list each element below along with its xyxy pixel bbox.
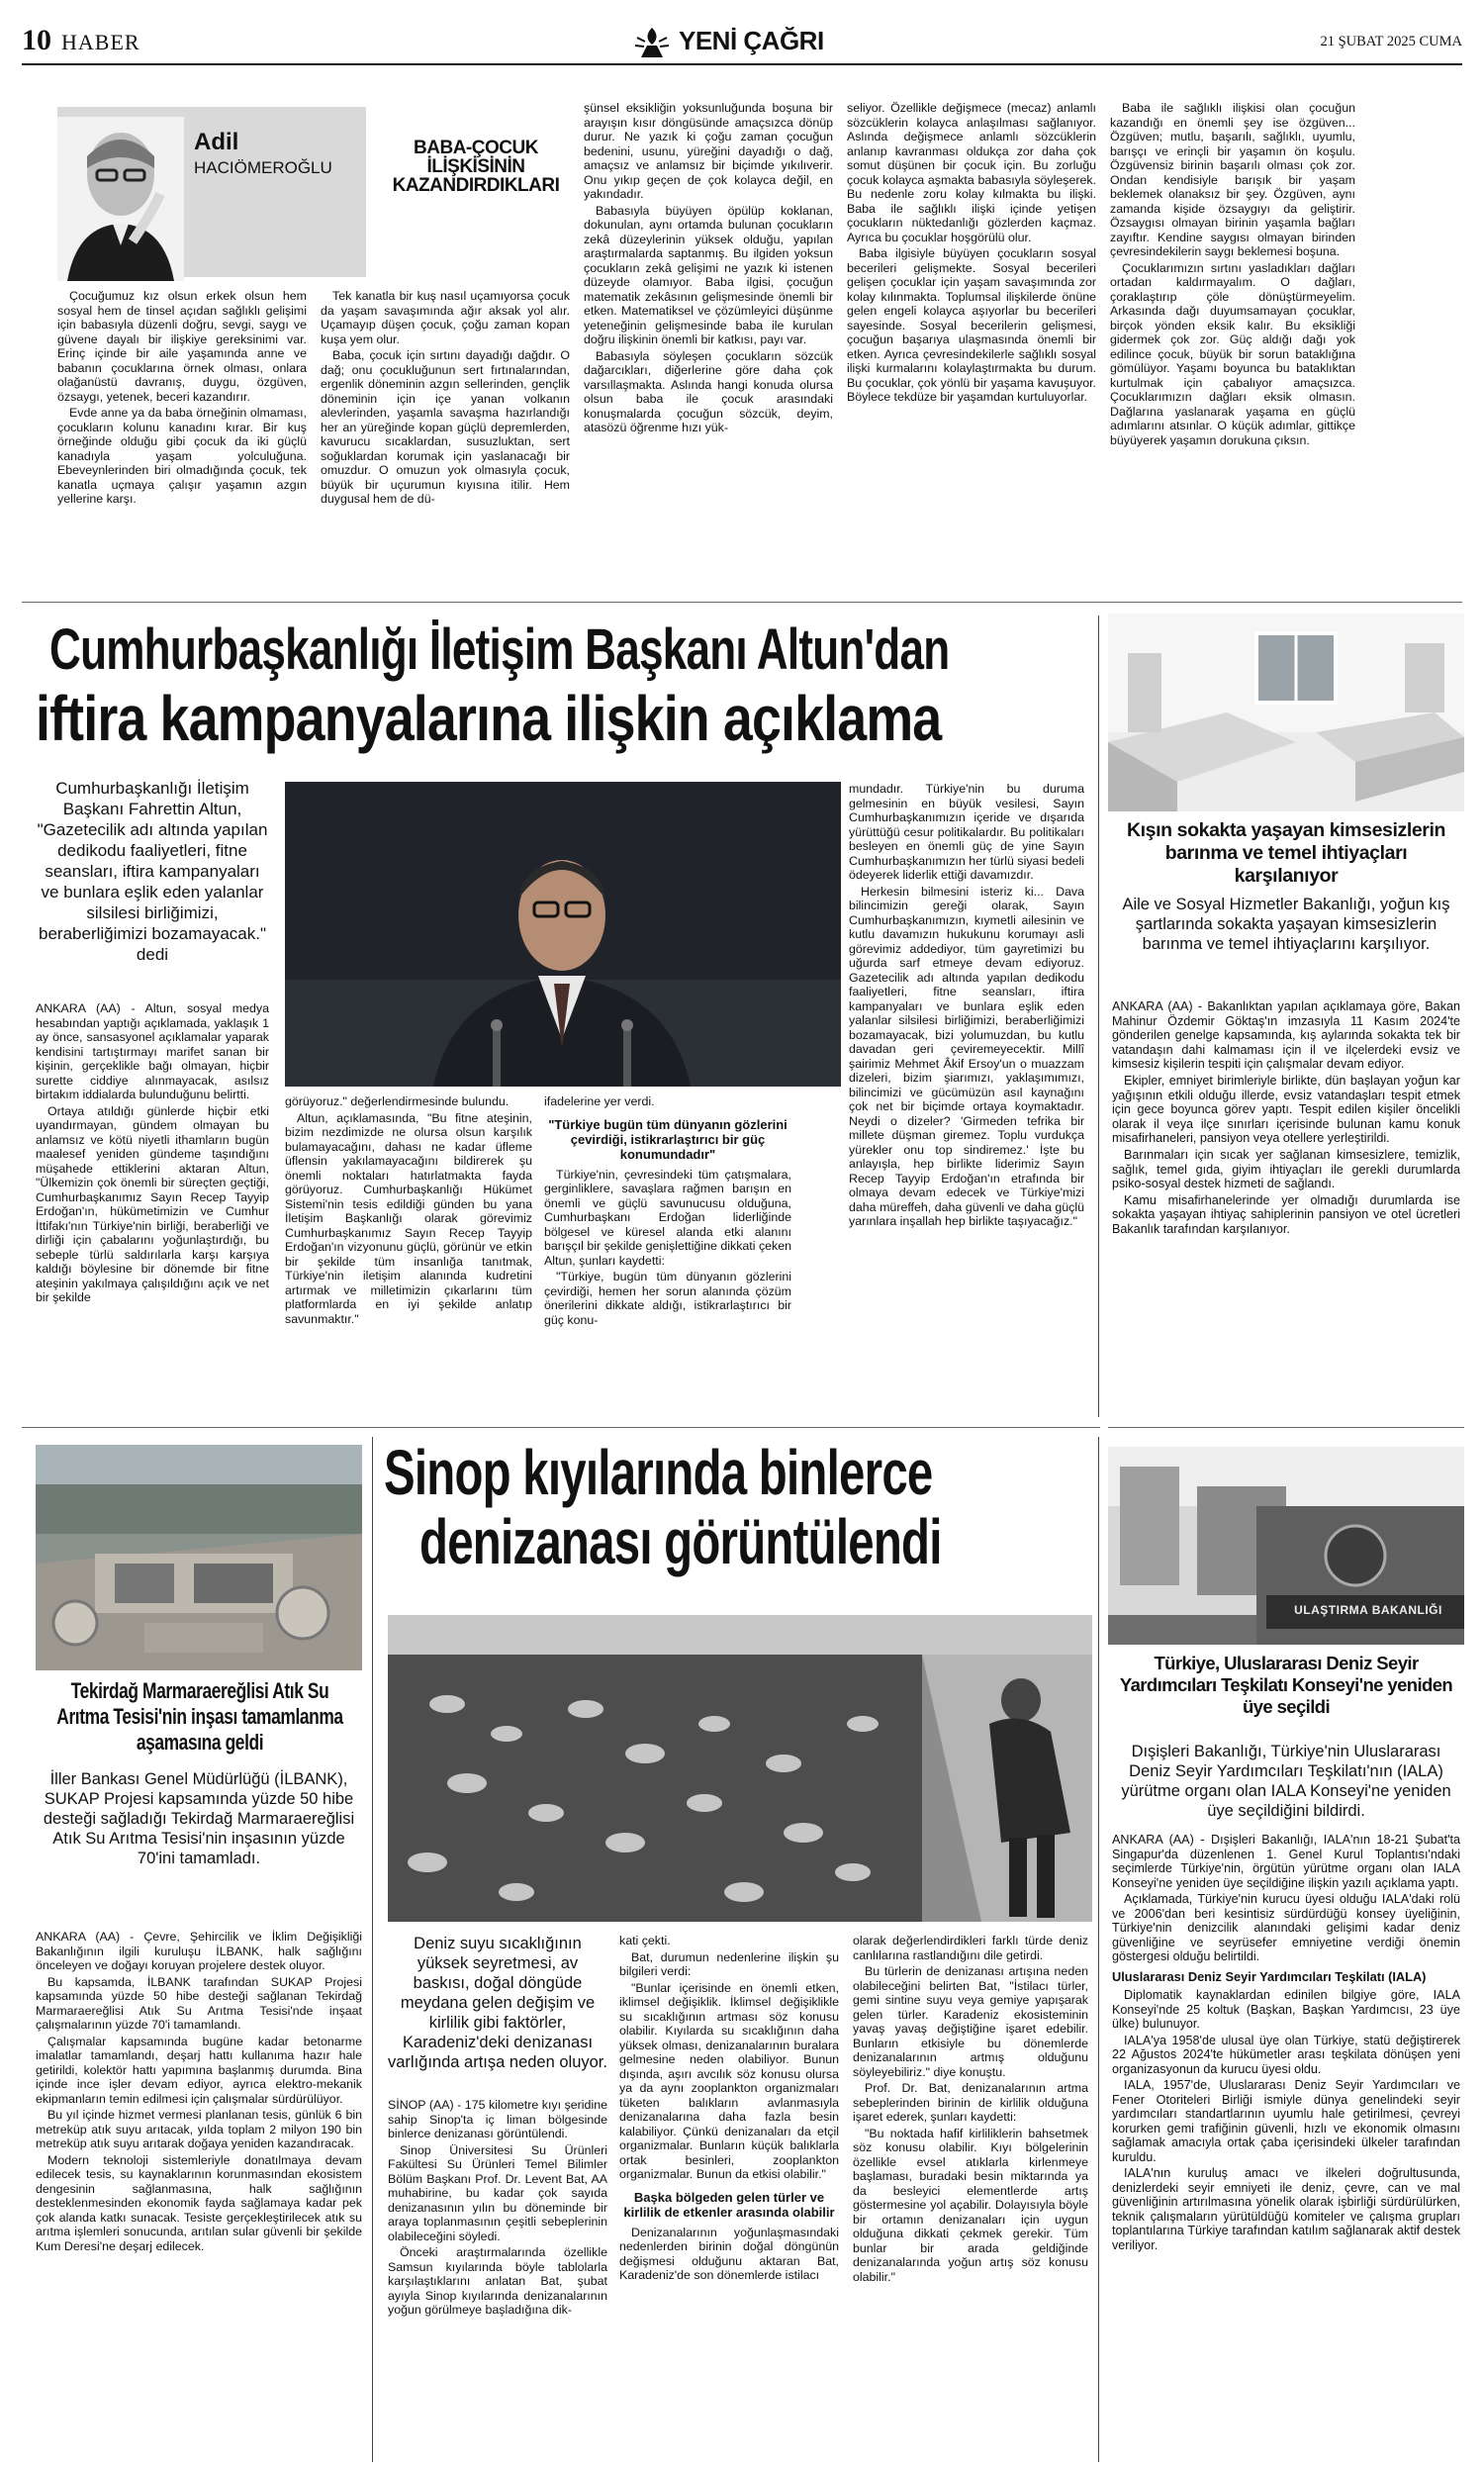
paragraph: Bu türlerin de denizanası artışına neden olabileceğini belirten Bat, "İstilacı türler, gemi sintine suyu veya gemiye yapışarak gelen türler. Karadeniz ekosisteminin yavaş yavaş değiştiğine işaret edebilir. Bunların etkisiyle bu dönemlerde denizanalarının artmış olduğunu söyleyebiliriz." diye konuştu. xyxy=(853,1964,1088,2079)
paragraph: Evde anne ya da baba örneğinin olmaması, çocukların kolunu kanadını kırar. Bir kuş örneğinde olduğu gibi çocuk da iki güçlü kanadıyla yaşam yolculuğuna. Ebeveynlerinden biri olmadığında çocuk, tek kanatla uçmaya çalışır yaşamın azgın yellerine karşı. xyxy=(57,406,307,506)
paragraph: Bat, durumun nedenlerine ilişkin şu bilgileri verdi: xyxy=(619,1949,839,1978)
tekirdag-lead: İller Bankası Genel Müdürlüğü (İLBANK), SUKAP Projesi kapsamında yüzde 50 hibe desteği sağladığı Tekirdağ Marmaraereğlisi Atık Su Arıtma Tesisi'nin inşasının yüzde 70'ini tamamladı. xyxy=(43,1770,355,1867)
column-text-col4 xyxy=(847,101,1096,590)
column-text-col5 xyxy=(1110,101,1355,590)
sinop-text-col3 xyxy=(853,1934,1088,2464)
section-label: HABER xyxy=(61,30,140,54)
sinop-lead: Deniz suyu sıcaklığının yüksek seyretmesi, av baskısı, doğal döngüde meydana gelen değişim ve kirlilik gibi faktörler, Karadeniz'deki denizanası varlığında artışa neden oluyor. xyxy=(388,1935,607,2071)
paragraph: IALA'ya 1958'de ulusal üye olan Türkiye, statü değiştirerek 22 Ağustos 2024'te hükümetler arası teşkilata dönüşen yeni organizasyonun da kurucu üyesi oldu. xyxy=(1112,2033,1460,2076)
paragraph: Prof. Dr. Bat, denizanalarının artma sebeplerinden birinin de kirlilik olduğuna işaret ederek, şunları kaydetti: xyxy=(853,2081,1088,2124)
paragraph: SİNOP (AA) - 175 kilometre kıyı şeridine sahip Sinop'ta iç liman bölgesinde binlerce denizanası görüntülendi. xyxy=(388,2098,607,2140)
paragraph: IALA'nın kuruluş amacı ve ilkeleri doğrultusunda, denizlerdeki seyir emniyeti ile deniz, çevre, can ve mal güvenliğinin artırılmasına yönelik olarak işbirliği sürdürülürken, teknik çalışmaların yürütüldüğü komiteler ve çalışma grupları toplantılarına Türkiye tarafından katılım sağlanarak aktif destek veriliyor. xyxy=(1112,2166,1460,2252)
paragraph: mundadır. Türkiye'nin bu duruma gelmesinin en büyük vesilesi, Sayın Cumhurbaşkanımızın içeride ve dışarıda yürüttüğü cesur politikalardır. Bu politikaları besleyen en önemli güç de yine Sayın Cumhurbaşkanımızın her türlü siyasi bedeli ödeyerek liderlik ettiği davamızdır. xyxy=(849,782,1084,882)
masthead-title: YENİ ÇAĞRI xyxy=(679,26,824,55)
paragraph: Herkesin bilmesini isteriz ki... Dava bilincimizin gereği olarak, Sayın Cumhurbaşkanımızın, kıymetli ailesinin ve kutlu davamızın hukukunu korumayı asli görevimiz addediyor, tüm gayretimizi bu uğurda sarf etmeye devam ediyoruz. Gazetecilik adı altında yapılan dedikodu faaliyetleri, fitne seansları, iftira kampanyaları ve bunlara eşlik eden yalanlar silsilesi birliğimizi, beraberliğimizi bozamayacak, bizi yolumuzdan, bu kutlu davadan geri çeviremeyecektir. Millî şairimiz Mehmet Âkif Ersoy'un o muazzam dizeleri, bizim şiarımızı, yaklaşımımızı, bilincimizi ve gücümüzün asıl kaynağını çok net bir biçimde ortaya koymaktadır. Neydi o dizeler? 'Girmeden tefrika bir millete düşman giremez. Toplu vurdukça yürekler onu top sindiremez.' İşte bu anlayışla, hep birlikte liderimiz Sayın Recep Tayyip Erdoğan'ın etrafında bir olmaya devam edecek ve Türkiye'mizi daha müreffeh, daha güvenli ve daha güçlü yarınlara inşallah hep birlikte taşıyacağız." xyxy=(849,884,1084,1228)
paragraph: Çocuğumuz kız olsun erkek olsun hem sosyal hem de tinsel açıdan sağlıklı gelişimi için babasıyla düzenli doğru, sevgi, saygı ve güvene dayalı bir ilişkiye gereksinimi var. Erinç içinde bir aile yaşamında anne ve babanın çocuklarına örnek olması, onlara olağanüstü davranış, duygu, özgüven, özsaygı, yetenek, beceri kazandırır. xyxy=(57,289,307,404)
torch-icon xyxy=(629,24,675,59)
altun-headline-line2: iftira kampanyalarına ilişkin açıklama xyxy=(36,683,942,754)
column-title-line3: KAZANDIRDIKLARI xyxy=(392,175,560,196)
paragraph: kati çekti. xyxy=(619,1934,671,1947)
paragraph: ANKARA (AA) - Dışişleri Bakanlığı, IALA'nın 18-21 Şubat'ta Singapur'da düzenlenen 1. Genel Kurul Toplantısı'ndaki seçimlerde Türkiye'nin, örgütün yürütme organı olan IALA Konseyi'ne yeniden üye seçildiğine ilişkin yazılı açıklama yaptı. xyxy=(1112,1833,1460,1890)
column-divider xyxy=(1098,1437,1099,2462)
paragraph: ANKARA (AA) - Çevre, Şehircilik ve İklim Değişikliği Bakanlığının ilgili kuruluşu İLBANK, halk sağlığını önceleyen ve doğayı koruyan projelere destek oluyor. xyxy=(36,1930,362,1972)
iala-headline: Türkiye, Uluslararası Deniz Seyir Yardımcıları Teşkilatı Konseyi'ne yeniden üye seçildi xyxy=(1119,1653,1453,1717)
paragraph: "Türkiye, bugün tüm dünyanın gözlerini çevirdiği, hemen her sorun alanında çözüm önerilerini dikkate aldığı, istikrarlaştırıcı bir güç konu- xyxy=(544,1270,791,1327)
column-text-col3 xyxy=(584,101,833,590)
paragraph: IALA, 1957'de, Uluslararası Deniz Seyir Yardımcıları ve Fener Otoriteleri Birliği ismiyle dünya genelindeki seyir yardımcıları standartlarının uyumlu hale getirilmesi, çevreyi korurken gemi trafiğinin güvenli, hızlı ve ekonomik olmasını sağlamak amacıyla ortak çaba içerisindeki ülkeler tarafından kuruldu. xyxy=(1112,2078,1460,2164)
paragraph: olarak değerlendirdikleri farklı türde deniz canlılarına rastlandığını dile getirdi. xyxy=(853,1934,1088,1962)
paragraph: "Bu noktada hafif kirliliklerin bahsetmek söz konusu olabilir. Kıyı bölgelerinin özellikle evsel atıklarla kirlenmeye başlaması, buradaki besin miktarında ya da besleyici elementlerde artış göstermesine yol açabilir. Dolayısıyla böyle bir ortamın denizanaları için uygun olduğuna dikkati çekmek gerekir. Tüm bunlar bir arada geldiğinde denizanalarında yoğun artış söz konusu olabilir." xyxy=(853,2126,1088,2284)
paragraph: Türkiye'nin, çevresindeki tüm çatışmalara, gerginliklere, savaşlara rağmen barışın en önemli ve güçlü savunucusu olduğuna, Cumhurbaşkanı Erdoğan liderliğinde bölgesel ve küresel alanda etki alanını barışçıl bir şekilde genişlettiğine dikkati çeken Altun, şunları kaydetti: xyxy=(544,1167,791,1268)
sinop-subhead: Başka bölgeden gelen türler ve kirlilik de etkenler arasında olabilir xyxy=(623,2189,835,2220)
masthead-logo xyxy=(629,24,857,59)
paragraph: Çocuklarımızın sırtını yasladıkları dağları ortadan kaldırmayalım. O dağları, çoraklaştırıp çöle dönüştürmeyelim. Arkasında dağı duyumsamayan çocuklar, birçok yönden eksik kalır. Bu eksikliği gidermek çok zor. Güç aldığı dağı yok edilince çocuk, büyük bir sorun bataklığına gömülüyor. Yaşamı boyunca bu bataklıktan kurtulmak için çabalıyor amaçsızca. Çocuklarımızın dağları eksik olmasın. Dağlarına yaslanarak yaşama en güçlü adımlarını atsınlar. O küçük adımlar, gittikçe büyüyerek yaşamın dorukuna çıksın. xyxy=(1110,260,1355,447)
shelter-body xyxy=(1112,999,1460,1415)
paragraph: Sinop Üniversitesi Su Ürünleri Fakültesi Su Ürünleri Temel Bilimler Bölüm Başkanı Prof. Dr. Levent Bat, AA muhabirine, bu kadar çok sayıda denizanasının yılın bu döneminde bir araya toplanmasının çeşitli sebeplerinin olabileceğini söyledi. xyxy=(388,2142,607,2243)
author-photo xyxy=(57,117,184,281)
altun-text-col2 xyxy=(285,1094,532,1417)
sinop-text-col2 xyxy=(619,1934,839,2464)
paragraph: seliyor. Özellikle değişmece (mecaz) anlamlı sözcüklerin kolayca anlaşılması sağlanıyor. Aslında değişmece anlamlı sözcüklerin anlanıp kavranması oldukça zor daha çok somut düşünen bir çocuk için. Bu zorluğu çocuk kolayca aşmakta babasıyla söyleşerek. Bu nedenle zoru kolay kılmakta bu ilişki. Baba ile sağlıklı ilişki içinde yetişen çocukların nüktedanlığı gözlerden kaçmaz. Ayrıca bu çocuklar hoşgörülü olur. xyxy=(847,101,1096,244)
altun-text-col1 xyxy=(36,1001,269,1417)
paragraph: Çalışmalar kapsamında bugüne kadar betonarme imalatlar tamamlandı, deşarj hattı kullanıma hazır hale getirildi, kolektör hattı yapımına başlanmış durumda. Bina içinde ince işler devam ediyor, ayrıca elektro-mekanik ekipmanların temin edilmesi için çalışmalar sürdürülüyor. xyxy=(36,2034,362,2106)
altun-text-col3 xyxy=(544,1094,791,1417)
column-divider xyxy=(372,1437,373,2462)
paragraph: Ekipler, emniyet birimleriyle birlikte, dün başlayan yoğun kar yağışının etkili olduğu illerde, evsiz vatandaşları tespit etmek için gece boyunca görev yaptı. Tespit edilen kişiler öncelikli olarak il veya ilçe sınırları içerisinde bulunan kamu konuk misafirhaneleri, pansiyon veya otellere yerleştirildi. xyxy=(1112,1073,1460,1146)
paragraph: Tek kanatla bir kuş nasıl uçamıyorsa çocuk da yaşam savaşımında ağır aksak yol alır. Uçamayıp düşen çocuk, çoğu zaman kopan kuşa yem olur. xyxy=(321,289,570,346)
sinop-headline-line2: denizanası görüntülendi xyxy=(419,1506,942,1577)
altun-headline-line1: Cumhurbaşkanlığı İletişim Başkanı Altun'dan xyxy=(49,617,950,682)
paragraph: ifadelerine yer verdi. xyxy=(544,1094,655,1108)
tekirdag-body xyxy=(36,1930,362,2464)
paragraph: Denizanalarının yoğunlaşmasındaki nedenlerden birinin doğal döngünün değişmesi olduğunu aktaran Bat, Karadeniz'de son dönemlerde istilacı xyxy=(619,2225,839,2282)
altun-lead: Cumhurbaşkanlığı İletişim Başkanı Fahrettin Altun, "Gazetecilik adı altında yapılan dedikodu faaliyetleri, fitne seansları, iftira kampanyaları ve bunlara eşlik eden yalanlar silsilesi birliğimizi, beraberliğimizi bozamayacak." dedi xyxy=(37,779,268,964)
column-text-col2 xyxy=(321,289,570,590)
altun-photo xyxy=(285,782,841,1087)
page-number: 10 xyxy=(22,24,51,56)
iala-photo-sign: ULAŞTIRMA BAKANLIĞI xyxy=(1294,1603,1442,1617)
column-title-line2: İLİŞKİSİNİN xyxy=(426,156,525,177)
header-rule xyxy=(22,63,1462,65)
paragraph: Modern teknoloji sistemleriyle donatılmaya devam edilecek tesis, su kaynaklarının korunmasından ekosistem dengesinin sağlanmasına, halk sağlığının desteklenmesinden ekonomik fayda sağlamaya kadar pek çok alanda katkı sunacak. Tesiste gerçekleştirilecek atık su arıtma işlemleri sonucunda, arıtılan sular güvenli bir şekilde Kum Deresi'ne deşarj edilecek. xyxy=(36,2152,362,2253)
shelter-lead: Aile ve Sosyal Hizmetler Bakanlığı, yoğun kış şartlarında sokakta yaşayan kimsesizlerin barınma ve temel ihtiyaçlarını karşılıyor. xyxy=(1122,896,1450,953)
sinop-photo xyxy=(388,1615,1092,1922)
column-title-line1: BABA-ÇOCUK xyxy=(414,138,538,158)
paragraph: Diplomatik kaynaklardan edinilen bilgiye göre, IALA Konseyi'nde 25 koltuk (Başkan, Başkan Yardımcısı, 23 üye ülke) bulunuyor. xyxy=(1112,1988,1460,2031)
column-text-col1 xyxy=(57,289,307,590)
sinop-headline-line1: Sinop kıyılarında binlerce xyxy=(384,1437,933,1508)
paragraph: Barınmaları için sıcak yer sağlanan kimsesizlere, temizlik, sağlık, temel gıda, giyim ihtiyaçları ile gerekli durumlarda psiko-sosyal destek hizmeti de sağlandı. xyxy=(1112,1147,1460,1191)
paragraph: Kamu misafirhanelerinde yer olmadığı durumlarda ise sokakta yaşayan ihtiyaç sahiplerinin pansiyon ve otel ücretleri Bakanlık tarafından karşılanıyor. xyxy=(1112,1192,1460,1236)
iala-subhead: Uluslararası Deniz Seyir Yardımcıları Teşkilatı (IALA) xyxy=(1112,1968,1427,1984)
paragraph: Baba ilgisiyle büyüyen çocukların sosyal becerileri gelişmekte. Sosyal becerileri gelişen çocuklar için yaşam savaşımında zor kolay kılınmakta. Toplumsal ilişkilerde önüne gelen engeli kolayca aşıyorlar bu becerileri sayesinde. Sosyal becerilerin gelişmesi, çocuğun başarıya ulaşmasında önemli bir etken. Ayrıca çevresindekilerle sağlıklı sosyal ilişki kurmalarını kolaylaştırmakta bu durum. Bu çocuklar, çok yönlü bir yaşama kavuşuyor. Böylece tekdüze bir yaşamdan kurtuluyorlar. xyxy=(847,246,1096,404)
paragraph: Baba, çocuk için sırtını dayadığı dağdır. O dağ; onu çocukluğunun sert fırtınalarından, ergenlik döneminin azgın sellerinden, gençlik döneminin için içe yanan volkanın alevlerinden, yaşamla savaşma hazırlandığı her an yüreğinde kopan güçlü depremlerden, kavurucu sıcaklardan, susuzluktan, sert soğuklardan korumak için yaslanacağı bir omuzdur. O omuzun yok olmasıyla çocuk, büyük bir uçurumun kıyısına itilir. Hem duygusal hem de dü- xyxy=(321,348,570,506)
paragraph: Altun, açıklamasında, "Bu fitne ateşinin, bizim nezdimizde ne olursa olsun karşılık bulamayacağını, dahası ne kadar üfleme üflensin yakılamayacağını bildirerek şu önemli noktaları hatırlatmakta fayda görüyoruz. Cumhurbaşkanlığı Hükümet Sistemi'nin tesis edildiği günden bu yana İletişim Başkanlığı olarak görevimiz Cumhurbaşkanımız Sayın Recep Tayyip Erdoğan'ın vizyonunu güçlü, görünür ve etkin bir şekilde tüm insanlığa tanıtmak, Türkiye'nin iletişim alanında kudretini artırmak ve milletimizin çıkarlarını tüm platformlarda en iyi şekilde anlatıp savunmaktır." xyxy=(285,1110,532,1326)
iala-photo xyxy=(1108,1447,1464,1645)
paragraph: Bu yıl içinde hizmet vermesi planlanan tesis, günlük 6 bin metreküp atık suyu arıtacak, yılda toplam 2 milyon 190 bin metreküp atık suyu arıtarak doğaya yeniden kazandıracak. xyxy=(36,2108,362,2150)
paragraph: Ortaya atıldığı günlerde hiçbir etki uyandırmayan, gündem olmayan bu anlamsız ve kötü niyetli ithamların bugün maalesef yeniden gündeme taşındığını müşahede ettiklerini aktaran Altun, "Ülkemizin çok önemli bir süreçten geçtiği, Cumhurbaşkanımız Sayın Recep Tayyip Erdoğan'ın, hükümetimizin ve Cumhur İttifakı'nın Türkiye'nin birliği, beraberliği ve dirliği için çabalarını yoğunlaştırdığı, bu sebeple türlü saldırılarla karşı karşıya kaldığı böylesine bir dönemde bir fitne ateşinin yakılmaya çalışıldığını açık ve net bir şekilde xyxy=(36,1103,269,1304)
author-last-name: HACIÖMEROĞLU xyxy=(194,158,332,177)
paragraph: görüyoruz." değerlendirmesinde bulundu. xyxy=(285,1094,510,1108)
column-divider xyxy=(1098,616,1099,1417)
author-first-name: Adil xyxy=(194,129,239,155)
column-title xyxy=(374,139,578,195)
section-rule xyxy=(1108,1427,1464,1428)
paragraph: şünsel eksikliğin yoksunluğunda boşuna bir arayışın kısır döngüsünde amaçsızca dönüp durur. Ne yazık ki çoğu zaman çocuğun bedenini, usunu, yüreğini dayadığı o dağ, amaçsız ve anlamsız bir biçimde yıkılıverir. Onu yıkıp geçen de çok kolayca değil, en yakındadır. xyxy=(584,101,833,201)
iala-body xyxy=(1112,1833,1460,2464)
page-date: 21 ŞUBAT 2025 CUMA xyxy=(1320,34,1462,49)
shelter-headline: Kışın sokakta yaşayan kimsesizlerin barınma ve temel ihtiyaçları karşılanıyor xyxy=(1126,819,1446,887)
paragraph: Önceki araştırmalarında özellikle Samsun kıyılarında böyle tablolarla karşılaştıklarını anlatan Bat, şubat ayıyla Sinop kıyılarında denizanalarının yoğun görülmeye başladığına dik- xyxy=(388,2245,607,2317)
iala-lead: Dışişleri Bakanlığı, Türkiye'nin Uluslararası Deniz Seyir Yardımcıları Teşkilatı'nın (IALA) yürütme organı olan IALA Konseyi'ne yeniden üye seçildiğini bildirdi. xyxy=(1121,1743,1451,1820)
paragraph: Açıklamada, Türkiye'nin kurucu üyesi olduğu IALA'daki rolü ve 2006'dan beri kesintisiz sürdürdüğü konsey üyeliğinin, Türkiye'nin denizcilik alanındaki gelişimi kadar deniz güvenliğine ve seyrüsefer emniyetine verdiği önemin göstergesi olduğu belirtildi. xyxy=(1112,1892,1460,1963)
paragraph: Bu kapsamda, İLBANK tarafından SUKAP Projesi kapsamında yüzde 50 hibe desteği sağlanan Tekirdağ Marmaraereğlisi Atık Su Arıtma Tesisi'nde inşaat çalışmalarının yüzde 70'i tamamlandı. xyxy=(36,1974,362,2032)
section-rule xyxy=(22,602,1462,603)
paragraph: ANKARA (AA) - Bakanlıktan yapılan açıklamaya göre, Bakan Mahinur Özdemir Göktaş'ın imzasıyla 11 Kasım 2024'te gönderilen genelge kapsamında, kış aylarında sokakta tek bir vatandaşın dahi kalmaması için il ve ilçelerdeki evsiz ve kimsesiz kişilerin tespiti için çalışmalar devam ediyor. xyxy=(1112,999,1460,1072)
tekirdag-headline: Tekirdağ Marmaraereğlisi Atık Su Arıtma Tesisi'nin inşası tamamlanma aşamasına geldi xyxy=(56,1678,343,1755)
sinop-text-col1 xyxy=(388,2098,607,2464)
shelter-photo xyxy=(1108,614,1464,811)
paragraph: Babasıyla söyleşen çocukların sözcük dağarcıkları, diğerlerine göre daha çok varsıllaşmakta. Aslında hangi konuda olursa olsun baba ile çocuk arasındaki konuşmalarda çocuğun sözcük, deyim, atasözü öğrenme hızı yük- xyxy=(584,348,833,434)
tekirdag-photo xyxy=(36,1445,362,1670)
paragraph: Babasıyla büyüyen öpülüp koklanan, dokunulan, aynı ortamda bulunan çocukların zekâ düzeylerinin yüksek olduğu, yapılan araştırmalarda saptanmış. Bu ilgiden yoksun çocukların zekâ gelişimi ne yazık ki istenen düzeyde olamıyor. Baba ilgisi, çocuğun matematik zekâsının gelişmesinde önemli bir etken. Matematiksel ve çözümleyici düşünme yeteneğinin gelişmesinde baba ile kurulan doğru ilişkinin önemli bir katkısı, payı var. xyxy=(584,203,833,346)
altun-text-col4 xyxy=(849,782,1084,1417)
paragraph: "Bunlar içerisinde en önemli etken, iklimsel değişiklik. İklimsel değişiklikle su sıcaklığının artması söz konusu olabilir. Kıyılarda su sıcaklığının daha yüksek olması, denizanalarının buralara gelmesine neden olabiliyor. Bunun dışında, aşırı avcılık söz konusu olursa ya da aynı zooplankton organizmaları tüketen balıkların avlanmasıyla denizanalarına daha fazla besin kalabiliyor. Çünkü denizanaları da etçil organizmalar. Bunların küçük balıklarla ortak besinleri, zooplankton organizmalar. Bunun da etkisi olabilir." xyxy=(619,1980,839,2181)
paragraph: ANKARA (AA) - Altun, sosyal medya hesabından yaptığı açıklamada, yaklaşık 1 ay önce, sansasyonel açıklamalar yaparak kendisini tartıştırmayı marifet sanan bir kişinin, gerçeklikle bağı olmayan, hiçbir surette ciddiye alınmayacak, asılsız birtakım iddialarda bulunduğunu belirtti. xyxy=(36,1001,269,1101)
paragraph: Baba ile sağlıklı ilişkisi olan çocuğun kazandığı en önemli şey ise özgüven... Özgüven; mutlu, başarılı, sağlıklı, uyumlu, barışçı ve erinçli bir yaşamın ön koşulu. Özgüvensiz birinin başarılı olması çok zor. Ondan kendisiyle barışık bir yaşam beklemek olanaksız bir şey. Özgüven, aynı zamanda kişide özsaygıyı da geliştirir. Özsaygısı olmayan birinin yaşamla bağları zayıftır. Kendine saygısı olmayan birinden çevresindekilerin saygı beklemesi boşuna. xyxy=(1110,101,1355,258)
altun-pull-quote: "Türkiye bugün tüm dünyanın gözlerini çevirdiği, istikrarlaştırıcı bir güç konumundadır" xyxy=(548,1116,788,1162)
section-rule xyxy=(22,1427,1100,1428)
